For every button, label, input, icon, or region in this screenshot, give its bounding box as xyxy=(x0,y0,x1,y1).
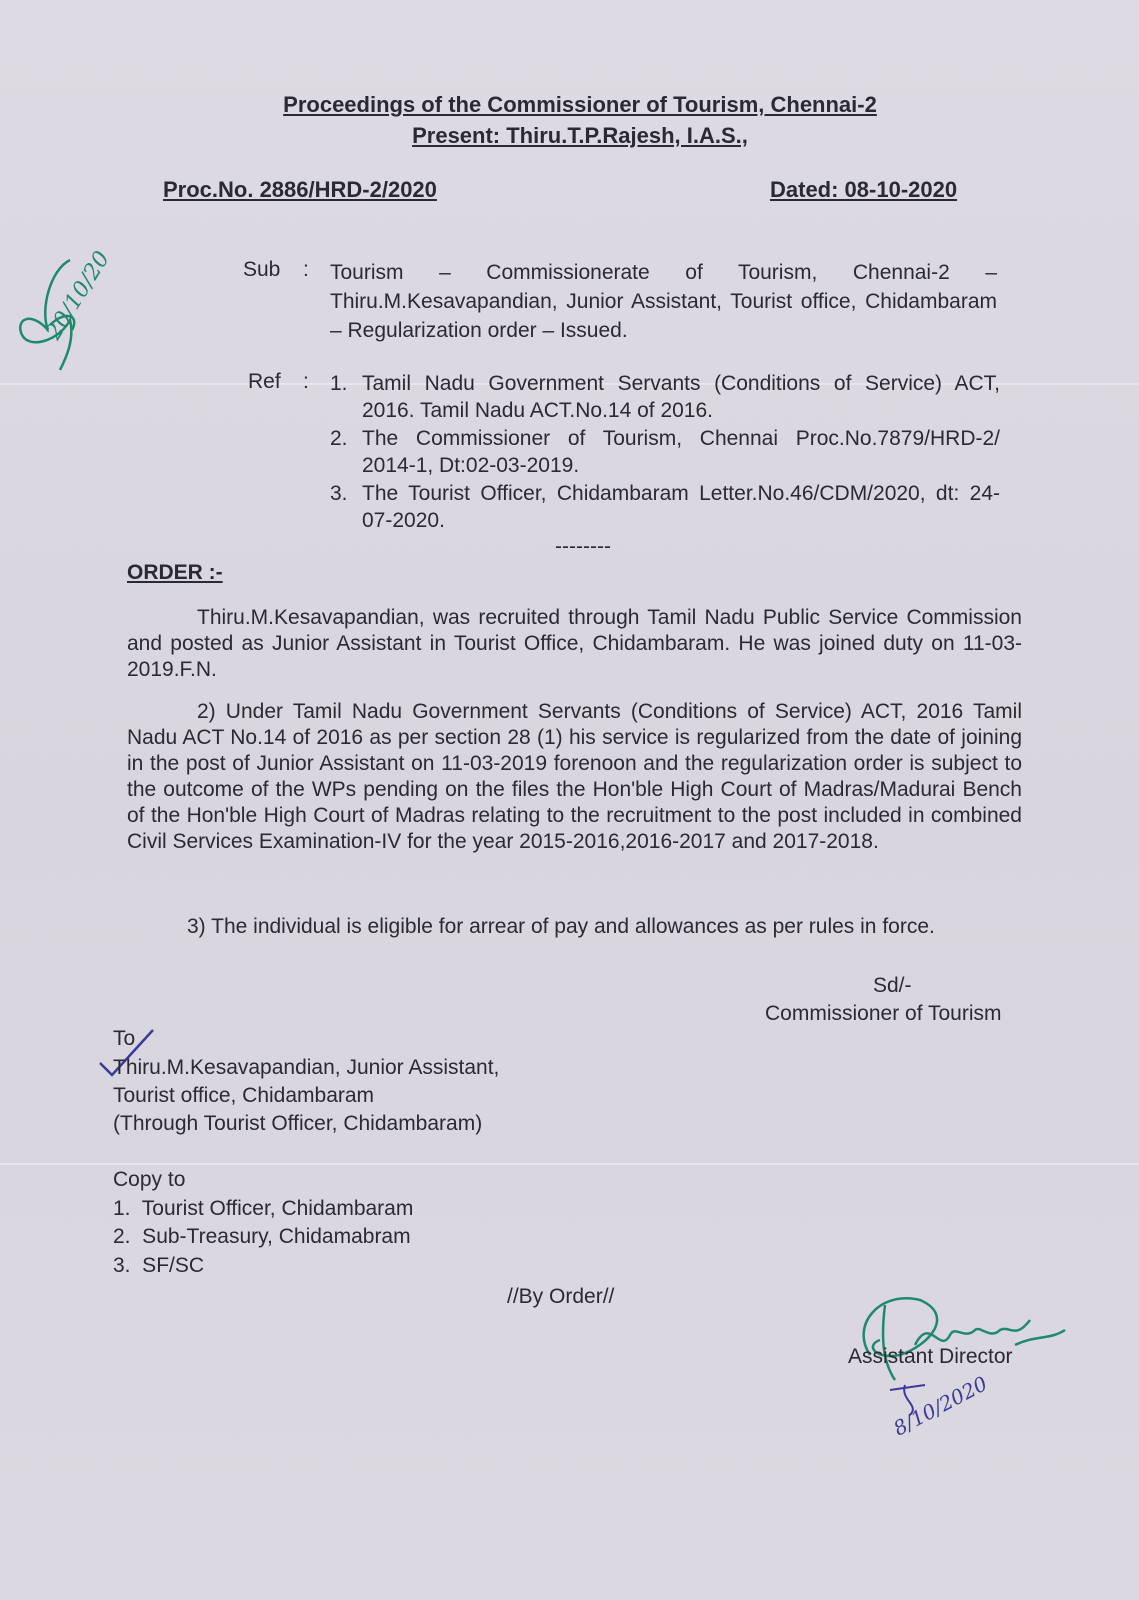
reference-item xyxy=(330,425,1000,479)
order-paragraph-3: 3) The individual is eligible for arrear of pay and allowances as per rules in force. xyxy=(187,915,935,938)
subject-colon: : xyxy=(303,258,309,281)
countersign-date: 8/10/2020 xyxy=(889,1371,992,1441)
order-paragraph-1: Thiru.M.Kesavapandian, was recruited through Tamil Nadu Public Service Commission and posted as Junior Assistant in Tourist Office, Chidambaram. He was joined duty on 11-03-2019.F.N. xyxy=(127,606,1022,681)
copy-to-item: 1. Tourist Officer, Chidambaram xyxy=(113,1197,414,1220)
by-order: //By Order// xyxy=(507,1285,615,1308)
proc-number: Proc.No. 2886/HRD-2/2020 xyxy=(163,177,437,202)
order-paragraph-2: 2) Under Tamil Nadu Government Servants (Conditions of Service) ACT, 2016 Tamil Nadu ACT No.14 of 2016 as per section 28 (1) his service is regularized from the date of joining in the post of Junior Assistant on 11-03-2019 forenoon and the regularization order is subject to the outcome of the WPs pending on the files the Hon'ble High Court of Madras/Madurai Bench of the Hon'ble High Court of Madras relating to the recruitment to the post included in combined Civil Services Examination-IV for the year 2015-2016,2016-2017 and 2017-2018. xyxy=(127,700,1022,853)
addressee-line: Tourist office, Chidambaram xyxy=(113,1084,375,1107)
reference-item xyxy=(330,370,1000,424)
reference-number: 3. xyxy=(330,482,348,505)
addressee-line: Thiru.M.Kesavapandian, Junior Assistant, xyxy=(113,1056,500,1079)
reference-number: 1. xyxy=(330,372,348,395)
assistant-director-label: Assistant Director xyxy=(848,1345,1013,1368)
reference-text: Tamil Nadu Government Servants (Conditions of Service) ACT, 2016. Tamil Nadu ACT.No.14 of 2016. xyxy=(362,372,1000,422)
presiding-officer: Present: Thiru.T.P.Rajesh, I.A.S., xyxy=(412,123,748,148)
sd-mark: Sd/- xyxy=(873,974,912,997)
reference-text: The Tourist Officer, Chidambaram Letter.No.46/CDM/2020, dt: 24-07-2020. xyxy=(362,482,1000,532)
copy-to-label: Copy to xyxy=(113,1168,186,1191)
paper-fold xyxy=(0,1163,1139,1165)
margin-initial-date: 20/10/20 xyxy=(41,247,115,345)
copy-to-item: 3. SF/SC xyxy=(113,1254,205,1277)
reference-colon: : xyxy=(303,370,309,393)
to-label: To xyxy=(113,1027,136,1050)
reference-item xyxy=(330,480,1000,534)
signatory-designation: Commissioner of Tourism xyxy=(765,1002,1002,1025)
subject-label: Sub xyxy=(243,258,281,281)
order-heading: ORDER :- xyxy=(127,561,223,584)
separator: -------- xyxy=(555,535,611,558)
addressee-line: (Through Tourist Officer, Chidambaram) xyxy=(113,1112,483,1135)
reference-number: 2. xyxy=(330,427,348,450)
subject-text: Tourism – Commissionerate of Tourism, Chennai-2 – Thiru.M.Kesavapandian, Junior Assistant, Tourist office, Chidambaram – Regularization order – Issued. xyxy=(330,261,997,342)
dated: Dated: 08-10-2020 xyxy=(770,177,958,202)
document-title: Proceedings of the Commissioner of Tourism, Chennai-2 xyxy=(283,92,877,117)
copy-to-item: 2. Sub-Treasury, Chidamabram xyxy=(113,1225,411,1248)
reference-text: The Commissioner of Tourism, Chennai Proc.No.7879/HRD-2/ 2014-1, Dt:02-03-2019. xyxy=(362,427,1000,477)
reference-label: Ref xyxy=(248,370,281,393)
